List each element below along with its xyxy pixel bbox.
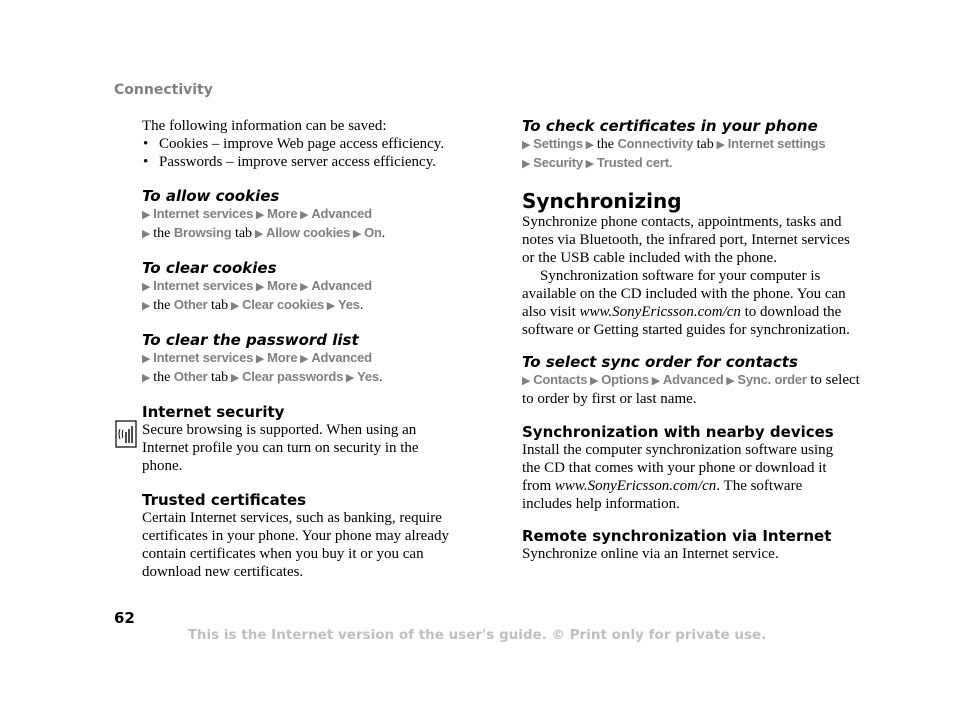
arrow-icon: ▶ xyxy=(142,372,154,384)
arrow-icon: ▶ xyxy=(297,281,312,293)
trusted-certificates-text: Certain Internet services, such as banking, require certificates in your phone. Your phone may already contain certificates when you buy it or you can download new certificates. xyxy=(142,510,449,580)
internet-security-text: Secure browsing is supported. When using an Internet profile you can turn on security in the phone. xyxy=(142,422,419,474)
menu-item: More xyxy=(267,350,298,365)
menu-path: ▶ the Browsing tab ▶ Allow cookies ▶ On. xyxy=(142,225,386,241)
arrow-icon: ▶ xyxy=(228,300,243,312)
saved-info-list xyxy=(142,135,482,171)
path-text: tab xyxy=(696,137,714,152)
arrow-icon: ▶ xyxy=(522,139,534,151)
menu-path: ▶ the Other tab ▶ Clear cookies ▶ Yes. xyxy=(142,297,364,313)
menu-path xyxy=(522,154,862,173)
heading-nearby-devices: Synchronization with nearby devices xyxy=(522,423,834,441)
section-header: Connectivity xyxy=(114,82,213,98)
task-title-allow-cookies: To allow cookies xyxy=(142,187,280,205)
menu-path: ▶ the Other tab ▶ Clear passwords ▶ Yes. xyxy=(142,369,383,385)
arrow-icon: ▶ xyxy=(343,372,358,384)
menu-item: Internet services xyxy=(153,206,254,221)
task-title-clear-cookies: To clear cookies xyxy=(142,259,277,277)
arrow-icon: ▶ xyxy=(350,228,365,240)
nearby-url: www.SonyEricsson.com/cn xyxy=(554,478,717,494)
arrow-icon: ▶ xyxy=(253,209,268,221)
path-text: the xyxy=(153,370,171,385)
path-text: tab xyxy=(234,226,253,241)
page-number: 62 xyxy=(114,609,135,627)
menu-item: More xyxy=(267,278,298,293)
menu-item: Clear cookies xyxy=(242,297,325,312)
sync-url: www.SonyEricsson.com/cn xyxy=(579,304,741,320)
heading-remote-sync: Remote synchronization via Internet xyxy=(522,527,832,545)
arrow-icon: ▶ xyxy=(142,353,154,365)
menu-item: Security xyxy=(533,155,583,170)
menu-item: Options xyxy=(601,372,649,387)
menu-item: Allow cookies xyxy=(266,225,351,240)
sync-text: Synchronization software for your computer is available on the CD included with the phone. You can also visit xyxy=(522,268,846,320)
menu-path xyxy=(142,205,482,224)
operator-service-icon xyxy=(115,420,137,448)
footer-note-text: This is the Internet version of the user's guide. © Print only for private use. xyxy=(187,627,767,643)
remote-sync-text: Synchronize online via an Internet service. xyxy=(522,546,779,562)
arrow-icon: ▶ xyxy=(142,209,154,221)
menu-item: Settings xyxy=(533,136,583,151)
intro-text: The following information can be saved: xyxy=(142,118,387,134)
list-item: • Passwords – improve server access efficiency. xyxy=(142,153,482,171)
path-text: tab xyxy=(211,298,229,313)
menu-item: Advanced xyxy=(662,372,724,387)
menu-item: Trusted cert. xyxy=(596,155,673,170)
arrow-icon: ▶ xyxy=(142,281,154,293)
arrow-icon: ▶ xyxy=(582,158,597,170)
arrow-icon: ▶ xyxy=(522,158,534,170)
path-text: tab xyxy=(211,370,229,385)
path-text: to select to order by first or last name. xyxy=(522,372,860,407)
arrow-icon: ▶ xyxy=(324,300,338,312)
menu-item: On xyxy=(364,225,382,240)
heading-trusted-certificates: Trusted certificates xyxy=(142,491,307,509)
arrow-icon: ▶ xyxy=(648,375,663,387)
menu-item: Yes xyxy=(338,297,360,312)
path-text: the xyxy=(596,137,614,152)
sync-text: to download the software or Getting started guides for synchronization. xyxy=(522,304,850,338)
menu-item: Other xyxy=(173,369,208,384)
menu-item: More xyxy=(267,206,298,221)
nearby-text-end: . The software includes help information. xyxy=(522,478,803,512)
task-title-sync-order: To select sync order for contacts xyxy=(522,353,798,371)
arrow-icon: ▶ xyxy=(713,139,728,151)
heading-synchronizing: Synchronizing xyxy=(522,189,682,213)
task-title-check-certificates: To check certificates in your phone xyxy=(522,117,818,135)
menu-item: Connectivity xyxy=(617,136,694,151)
list-item: • Cookies – improve Web page access efficiency. xyxy=(142,135,482,153)
menu-item: Advanced xyxy=(311,278,372,293)
arrow-icon: ▶ xyxy=(297,209,312,221)
sync-paragraph-1: Synchronize phone contacts, appointments, tasks and notes via Bluetooth, the infrared port, Internet services or the USB cable included with the phone. xyxy=(522,214,850,266)
arrow-icon: ▶ xyxy=(142,228,154,240)
menu-item: Browsing xyxy=(173,225,232,240)
menu-path xyxy=(522,371,862,409)
arrow-icon: ▶ xyxy=(297,353,312,365)
left-column xyxy=(142,117,482,581)
task-title-clear-password: To clear the password list xyxy=(142,331,359,349)
sync-paragraph-2 xyxy=(522,267,862,339)
menu-item: Other xyxy=(173,297,208,312)
menu-item: Advanced xyxy=(311,206,372,221)
menu-item: Sync. order xyxy=(737,372,807,387)
menu-item: Advanced xyxy=(311,350,372,365)
right-column xyxy=(522,117,862,563)
menu-item: Internet settings xyxy=(727,136,826,151)
arrow-icon: ▶ xyxy=(723,375,738,387)
nearby-text-start: Install the computer synchronization software using the CD that comes with your phone or download it from xyxy=(522,442,834,494)
menu-item: Contacts xyxy=(533,372,588,387)
path-text: the xyxy=(153,226,171,241)
arrow-icon: ▶ xyxy=(253,281,268,293)
arrow-icon: ▶ xyxy=(253,353,268,365)
menu-item: Yes xyxy=(357,369,379,384)
menu-path xyxy=(142,277,482,296)
arrow-icon: ▶ xyxy=(587,375,602,387)
heading-internet-security: Internet security xyxy=(142,403,285,421)
menu-path xyxy=(522,135,862,154)
arrow-icon: ▶ xyxy=(142,300,154,312)
arrow-icon: ▶ xyxy=(522,375,534,387)
menu-item: Internet services xyxy=(153,350,254,365)
nearby-text xyxy=(522,441,852,513)
arrow-icon: ▶ xyxy=(252,228,267,240)
footer-note xyxy=(0,627,954,643)
menu-item: Internet services xyxy=(153,278,254,293)
menu-path xyxy=(142,349,482,368)
arrow-icon: ▶ xyxy=(228,372,243,384)
arrow-icon: ▶ xyxy=(582,139,597,151)
path-text: the xyxy=(153,298,171,313)
menu-item: Clear passwords xyxy=(242,369,344,384)
